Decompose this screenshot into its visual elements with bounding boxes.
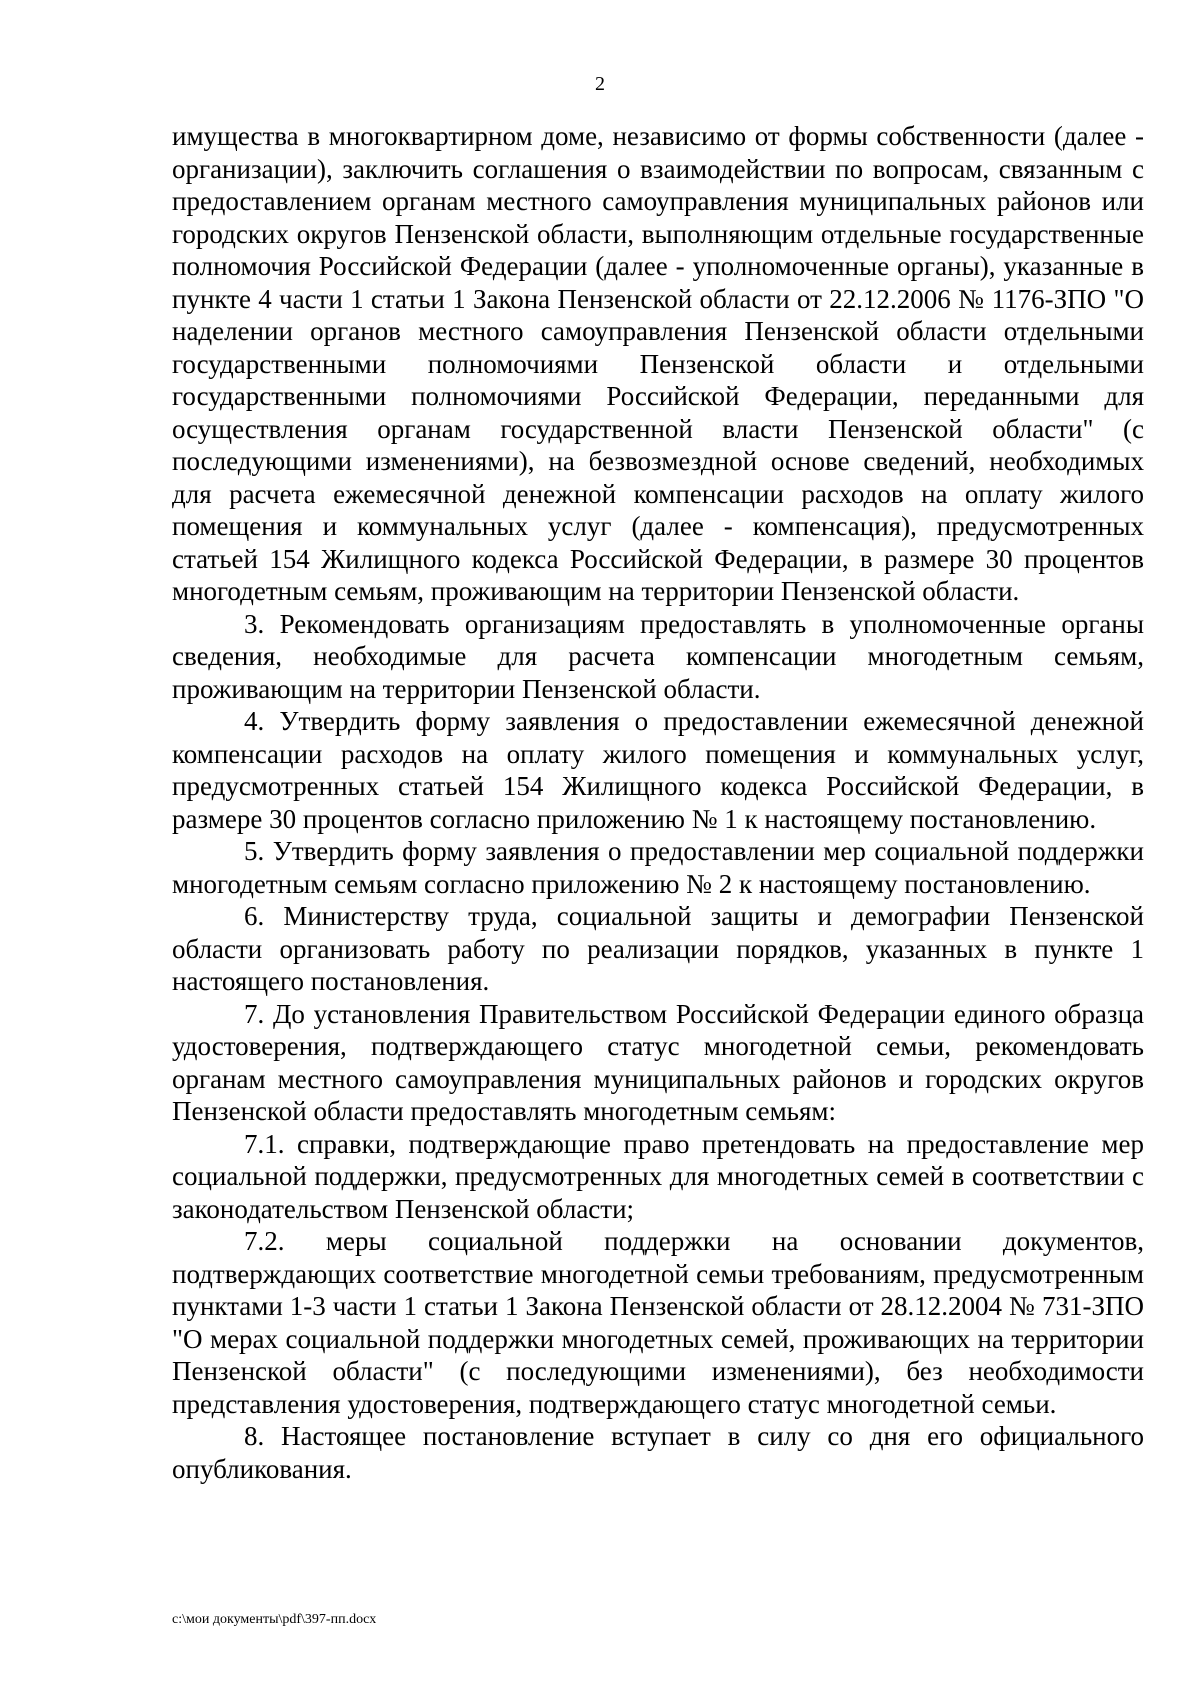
paragraph-item-8: 8. Настоящее постановление вступает в силу со дня его официального опубликования. <box>172 1421 1144 1484</box>
paragraph-item-7: 7. До установления Правительством Российской Федерации единого образца удостоверения, подтверждающего статус многодетной семьи, рекомендовать органам местного самоуправления муниципальных районов и городских округов Пензенской области предоставлять многодетным семьям: <box>172 998 1144 1126</box>
paragraph-continuation: имущества в многоквартирном доме, независимо от формы собственности (далее - организации), заключить соглашения о взаимодействии по вопросам, связанным с предоставлением органам местного самоуправления муниципальных районов или городских округов Пензенской области, выполняющим отдельные государственные полномочия Российской Федерации (далее - уполномоченные органы), указанные в пункте 4 части 1 статьи 1 Закона Пензенской области от 22.12.2006 № 1176-ЗПО "О наделении органов местного самоуправления Пензенской области отдельными государственными полномочиями Пензенской области и отдельными государственными полномочиями Российской Федерации, переданными для осуществления органам государственной власти Пензенской области" (с последующими изменениями), на безвозмездной основе сведений, необходимых для расчета ежемесячной денежной компенсации расходов на оплату жилого помещения и коммунальных услуг (далее - компенсация), предусмотренных статьей 154 Жилищного кодекса Российской Федерации, в размере 30 процентов многодетным семьям, проживающим на территории Пензенской области. <box>172 121 1144 606</box>
document-body <box>172 120 1144 1485</box>
paragraph-item-3: 3. Рекомендовать организациям предоставлять в уполномоченные органы сведения, необходимые для расчета компенсации многодетным семьям, проживающим на территории Пензенской области. <box>172 608 1144 704</box>
page-number: 2 <box>595 73 605 95</box>
paragraph-item-5: 5. Утвердить форму заявления о предоставлении мер социальной поддержки многодетным семьям согласно приложению № 2 к настоящему постановлению. <box>172 836 1144 899</box>
paragraph-item-7-1: 7.1. справки, подтверждающие право претендовать на предоставление мер социальной поддержки, предусмотренных для многодетных семей в соответствии с законодательством Пензенской области; <box>172 1128 1144 1224</box>
paragraph-item-6: 6. Министерству труда, социальной защиты и демографии Пензенской области организовать работу по реализации порядков, указанных в пункте 1 настоящего постановления. <box>172 901 1144 996</box>
file-path-footer: c:\мои документы\pdf\397-пп.docx <box>172 1612 377 1627</box>
paragraph-item-7-2: 7.2. меры социальной поддержки на основании документов, подтверждающих соответствие многодетной семьи требованиям, предусмотренным пунктами 1-3 части 1 статьи 1 Закона Пензенской области от 28.12.2004 № 731-ЗПО "О мерах социальной поддержки многодетных семей, проживающих на территории Пензенской области" (с последующими изменениями), без необходимости представления удостоверения, подтверждающего статус многодетной семьи. <box>172 1226 1144 1419</box>
paragraph-item-4: 4. Утвердить форму заявления о предоставлении ежемесячной денежной компенсации расходов на оплату жилого помещения и коммунальных услуг, предусмотренных статьей 154 Жилищного кодекса Российской Федерации, в размере 30 процентов согласно приложению № 1 к настоящему постановлению. <box>172 706 1144 834</box>
